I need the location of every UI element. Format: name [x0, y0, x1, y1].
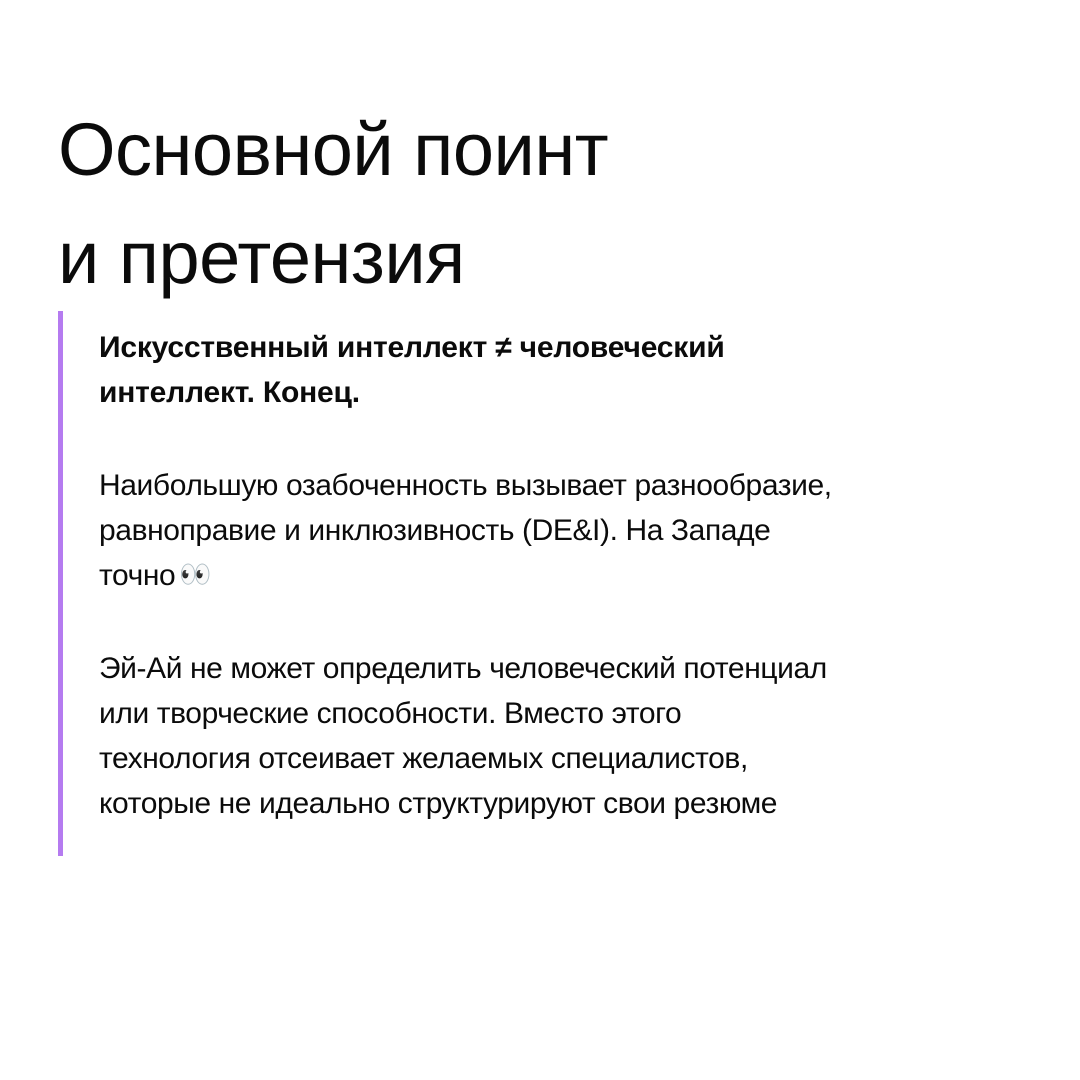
paragraph-ai-line-4: которые не идеально структурируют свои резюме [99, 787, 778, 820]
paragraph-dei-line-3 [99, 553, 1014, 598]
lead-line-1: Искусственный интеллект ≠ человеческий [99, 331, 725, 364]
paragraph-ai-line-2: или творческие способности. Вместо этого [99, 697, 682, 730]
paragraph-ai-line-3: технология отсеивает желаемых специалистов, [99, 742, 748, 775]
page-title [58, 96, 1018, 312]
eyes-icon: 👀 [179, 560, 212, 590]
paragraph-dei-line-1: Наибольшую озабоченность вызывает разнообразие, [99, 469, 832, 502]
page-title-line-1: Основной поинт [58, 108, 609, 191]
lead-line-2: интеллект. Конец. [99, 376, 360, 409]
paragraph-dei-line-2: равноправие и инклюзивность (DE&I). На Западе [99, 514, 771, 547]
lead-statement [99, 325, 1014, 415]
paragraph-dei [99, 463, 1014, 598]
paragraph-ai [99, 646, 1014, 826]
paragraph-dei-line-3-text: точно [99, 559, 176, 592]
page-title-line-2: и претензия [58, 216, 465, 299]
quote-body [99, 325, 1014, 874]
quote-block [58, 311, 1018, 856]
paragraph-ai-line-1: Эй-Ай не может определить человеческий потенциал [99, 652, 827, 685]
